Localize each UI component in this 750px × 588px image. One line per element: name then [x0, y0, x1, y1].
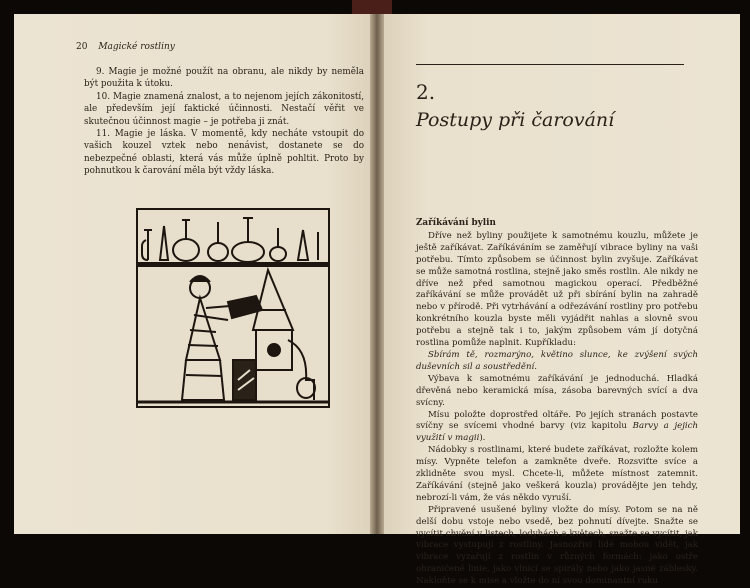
paragraph-bowl-a: Mísu položte doprostřed oltáře. Po jejích stranách postavte svíčny se svícemi vhodné barvy (viz kapitolu	[416, 409, 698, 432]
running-head	[76, 42, 175, 52]
chapter-reference: Barvy a jejich využití v magii	[416, 421, 699, 444]
paragraph-herbs: Připravené usušené byliny vložte do mísy. Potom se na ně delší dobu vstoje nebo vsedě, bez pohnutí dívejte. Snažte se vycítit chvění v listech, lodyhách a květech, snažte se vycítit, jak vibrace vystupují z rostliny. Jasnozřiví lidé mohou vidět, jak vibrace vyzařují z rostlin v různých formách: jako ostře ohraničené linie, jako vlnící se spirály nebo jako jasné záblesky. Nakloňte se k mise a vložte do ní svou dominantní ruku	[416, 504, 698, 587]
chapter-number: 2.	[416, 80, 436, 104]
paragraph-9: 9. Magie je možné použít na obranu, ale nikdy by neměla být použita k útoku.	[84, 67, 364, 90]
chapter-title: Postupy při čarování	[416, 109, 615, 131]
alchemist-woodcut-icon	[138, 210, 328, 406]
paragraph-containers: Nádobky s rostlinami, které budete zaříkávat, rozložte kolem mísy. Vypněte telefon a zamkněte dveře. Rozsviťte svíce a zklidněte svou mysl. Chcete-li, můžete místnost zatemnit. Zaříkávání (stejně jako veškerá kouzla) provádějte jen tehdy, nebrozí-li vám, že vás někdo vyruší.	[416, 445, 698, 503]
page-number: 20	[76, 42, 88, 52]
left-page	[14, 14, 371, 534]
section-heading: Zaříkávání bylin	[416, 218, 496, 228]
quote: Sbírám tě, rozmarýno, květino slunce, ke zvýšení svých duševních sil a soustředění.	[416, 349, 698, 372]
paragraph-bowl	[416, 410, 698, 446]
spine-band	[352, 0, 392, 14]
running-title: Magické rostliny	[98, 42, 175, 52]
paragraph-bowl-b: ).	[479, 433, 486, 444]
paragraph-10: 10. Magie znamená znalost, a to nejenom jejích zákonitostí, ale především její faktické účinnosti. Nestačí věřit ve skutečnou účinnost magie – je potřeba ji znát.	[84, 91, 364, 127]
chapter-body	[416, 218, 698, 588]
chapter-rule	[416, 64, 684, 65]
woodcut-illustration	[136, 208, 330, 408]
right-page	[384, 14, 740, 587]
book-gutter	[370, 14, 384, 534]
paragraph-equipment: Výbava k samotnému zaříkávání je jednoduchá. Hladká dřevěná nebo keramická mísa, zásoba barevných svící a dva svícny.	[416, 373, 698, 408]
paragraph-11: 11. Magie je láska. V momentě, kdy necháte vstoupit do vašich kouzel vztek nebo nenávist, dostanete se do nebezpečné oblasti, která vás může úplně pohltit. Proto by pohnutkou k čarování měla být vždy láska.	[84, 129, 364, 177]
paragraph-intro: Dříve než byliny použijete k samotnému kouzlu, můžete je ještě zaříkávat. Zaříkáváním se zaměřují vibrace byliny na vaši potřebu. Tímto způsobem se účinnost bylin zvyšuje. Zaříkávat se může samotná rostlina, stejně jako směs rostlin. Ale nikdy ne dříve než před samotnou magickou operací. Předběžné zaříkávání se může provádět už při sbírání bylin na zahradě nebo v přírodě. Při vytrhávání a odřezávání rostliny pro potřebu konkrétního kouzla byste měli vyjádřit nahlas a slovně svou potřebu a stejně tak i to, jakým způsobem vám jí dotyčná rostlina pomůže naplnit. Kupříkladu:	[416, 230, 698, 349]
left-paragraphs	[84, 66, 364, 178]
